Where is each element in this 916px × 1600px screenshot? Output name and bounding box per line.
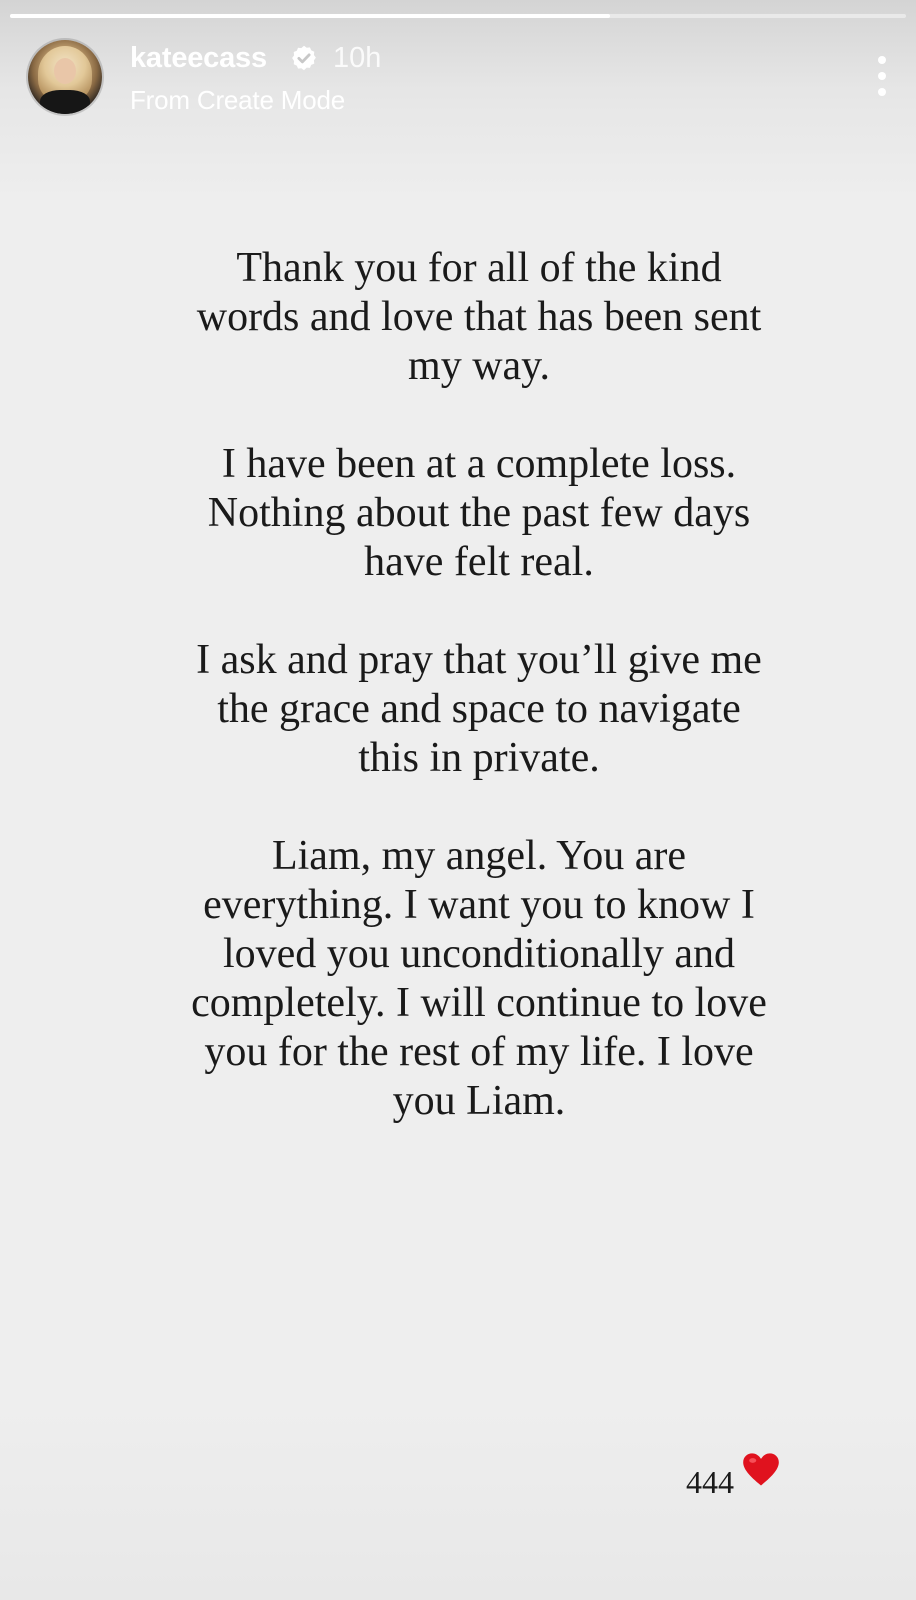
message-paragraph: I ask and pray that you’ll give me the grace and space to navigate this in private. (196, 637, 762, 781)
story-progress-bar (10, 14, 906, 18)
red-heart-icon (742, 1452, 780, 1488)
username[interactable]: kateecass (130, 42, 267, 74)
verified-badge-icon (290, 44, 318, 72)
signoff-text: 444 (686, 1464, 734, 1500)
story-source-label[interactable]: From Create Mode (130, 85, 345, 115)
message-paragraph: Liam, my angel. You are everything. I want you to know I loved you unconditionally and completely. I will continue to love you for the rest of my life. I love you Liam. (191, 833, 767, 1124)
story-message (188, 244, 770, 1126)
story-header (28, 40, 896, 116)
story-timestamp: 10h (333, 42, 382, 74)
message-paragraph: Thank you for all of the kind words and love that has been sent my way. (196, 245, 762, 389)
profile-avatar[interactable] (28, 40, 102, 114)
message-signoff (686, 1458, 734, 1508)
story-progress-fill (10, 14, 610, 18)
more-options-icon[interactable] (874, 56, 890, 96)
message-paragraph: I have been at a complete loss. Nothing about the past few days have felt real. (207, 441, 751, 585)
